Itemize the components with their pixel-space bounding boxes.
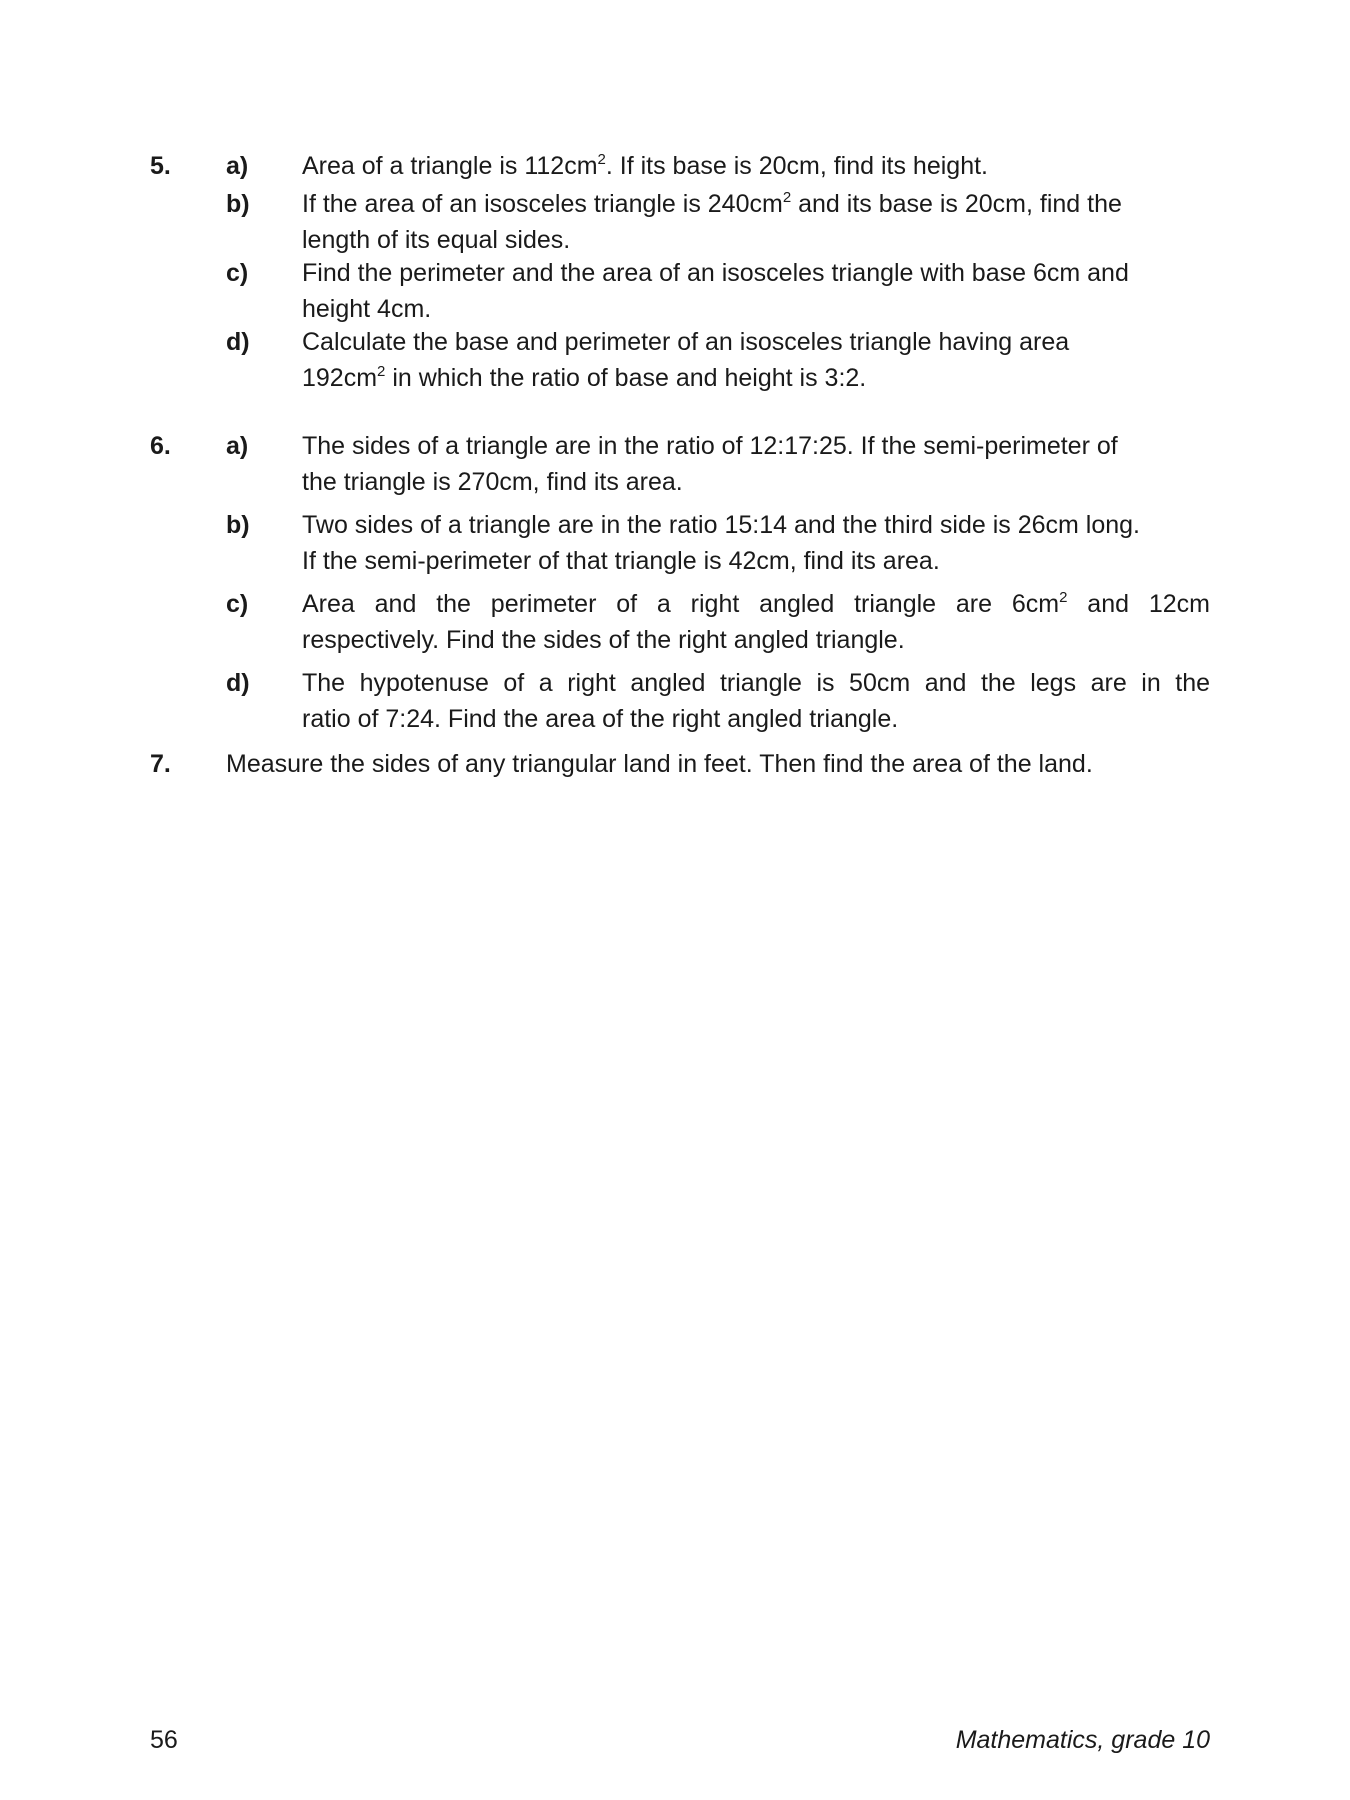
question-number: 5.: [150, 152, 171, 180]
question-text: Measure the sides of any triangular land in feet. Then find the area of the land.: [226, 750, 1093, 778]
part-text: [302, 255, 1210, 327]
question-number: 7.: [150, 750, 171, 778]
part-label: c): [226, 590, 249, 618]
superscript: 2: [597, 151, 606, 168]
part-label: a): [226, 432, 249, 460]
text-line: length of its equal sides.: [302, 226, 571, 254]
part-label: a): [226, 152, 249, 180]
part-label: b): [226, 511, 250, 539]
text-segment: and 12cm: [1067, 590, 1210, 618]
text-line: Two sides of a triangle are in the ratio 15:14 and the third side is 26cm long.: [302, 511, 1140, 539]
text-segment: 192cm: [302, 364, 378, 392]
part-text: [302, 428, 1210, 500]
part-text: [302, 507, 1210, 579]
text-segment: and its base is 20cm, find the: [791, 190, 1122, 218]
part-label: d): [226, 669, 250, 697]
part-label: d): [226, 328, 250, 356]
text-segment: . If its base is 20cm, find its height.: [605, 152, 988, 180]
superscript: 2: [1059, 589, 1068, 606]
text-line: height 4cm.: [302, 295, 432, 323]
book-title: Mathematics, grade 10: [955, 1726, 1210, 1754]
text-line: Find the perimeter and the area of an isosceles triangle with base 6cm and: [302, 259, 1129, 287]
text-segment: Area of a triangle is 112cm: [302, 152, 598, 180]
text-line: respectively. Find the sides of the right angled triangle.: [302, 626, 905, 654]
text-line: Calculate the base and perimeter of an isosceles triangle having area: [302, 328, 1070, 356]
question-number: 6.: [150, 432, 171, 460]
text-line: The hypotenuse of a right angled triangle is 50cm and the legs are in the: [302, 669, 1210, 697]
text-segment: in which the ratio of base and height is 3:2.: [385, 364, 867, 392]
part-label: c): [226, 259, 249, 287]
part-text: [302, 586, 1210, 658]
page-number: 56: [150, 1726, 178, 1754]
part-text: [302, 324, 1210, 396]
superscript: 2: [782, 189, 792, 206]
part-label: b): [226, 190, 250, 218]
text-line: The sides of a triangle are in the ratio of 12:17:25. If the semi-perimeter of: [302, 432, 1118, 460]
part-text: [302, 665, 1210, 737]
text-line: If the semi-perimeter of that triangle is 42cm, find its area.: [302, 547, 940, 575]
text-segment: Area and the perimeter of a right angled triangle are 6cm: [302, 590, 1060, 618]
part-text: [302, 186, 1210, 258]
superscript: 2: [377, 363, 386, 380]
part-text: [302, 148, 1210, 184]
text-line: the triangle is 270cm, find its area.: [302, 468, 683, 496]
text-segment: If the area of an isosceles triangle is 240cm: [302, 190, 783, 218]
text-line: ratio of 7:24. Find the area of the right angled triangle.: [302, 705, 899, 733]
